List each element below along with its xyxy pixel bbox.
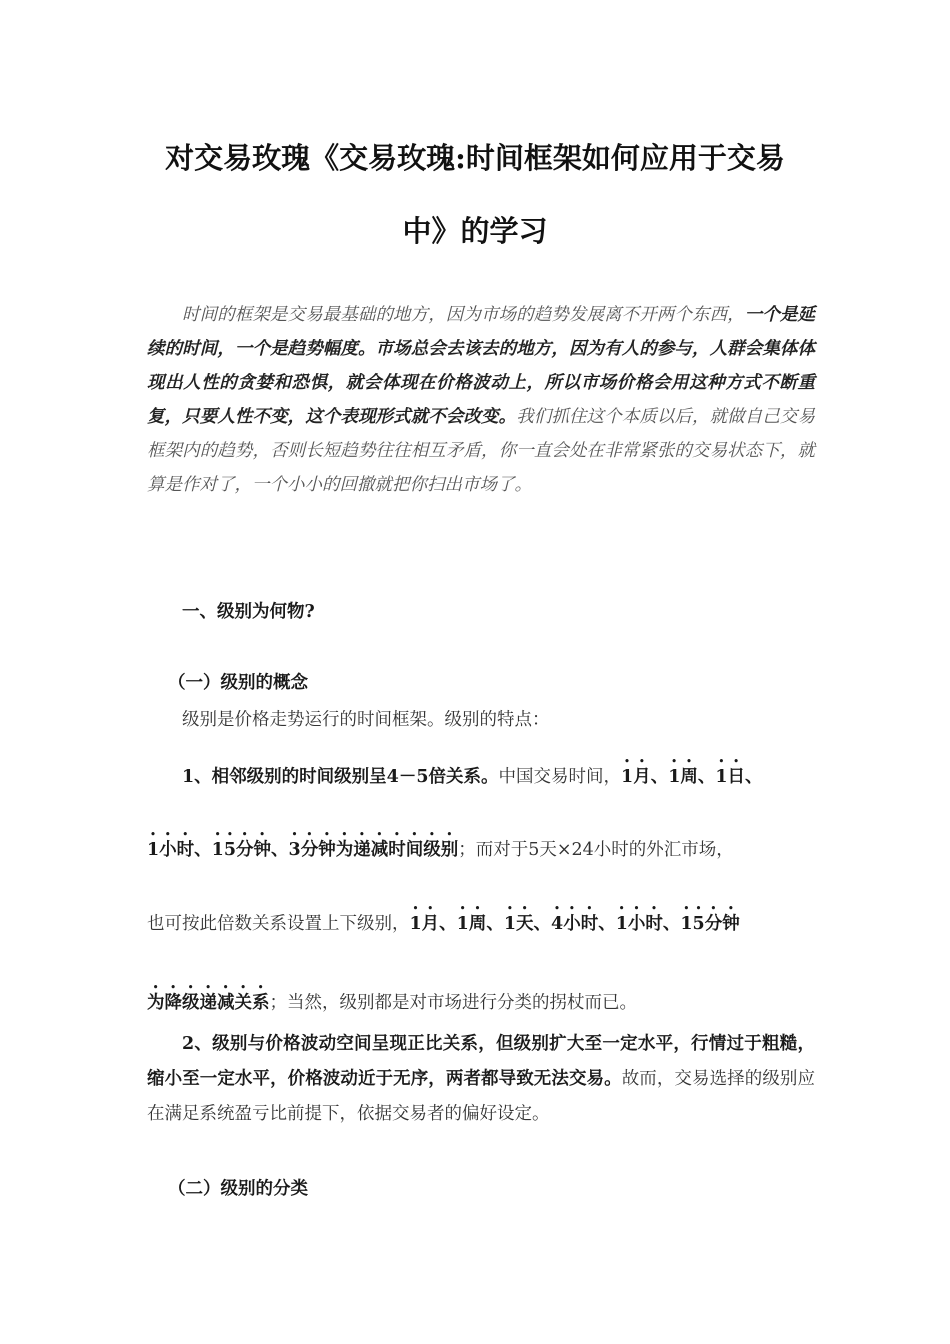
- point1-line3: [147, 904, 740, 935]
- intro-text-part1: 时间的框架是交易最基础的地方，因为市场的趋势发展离不开两个东西，: [182, 305, 745, 325]
- point2-bold: 2、级别与价格波动空间呈现正比关系，但级别扩大至一定水平，行情过于粗糙，缩小至一定水平，价格波动近于无序，两者都导致无法交易。: [147, 1034, 815, 1089]
- intro-text-part3: 我们抓住这个本质以后，就做自己交易框架内的趋势，否则长短趋势往往相互矛盾，你一直会处在非常紧张的交易状态下，就算是作对了，一个小小的回撤就把你扫出市场了。: [147, 407, 815, 495]
- point1-normal2: ；而对于5天×24小时的外汇市场，: [458, 840, 734, 860]
- point1-normal3: 也可按此倍数关系设置上下级别，: [147, 914, 410, 934]
- subsection-heading-classification: （二）级别的分类: [168, 1179, 308, 1199]
- definition-line: 级别是价格走势运行的时间框架。级别的特点：: [182, 710, 550, 730]
- point2-normal: 故而，交易选择的级别应在满足系统盈亏比前提下，依据交易者的偏好设定。: [147, 1069, 815, 1124]
- point1-bold: 1、相邻级别的时间级别呈4－5倍关系。: [182, 767, 499, 787]
- intro-paragraph: [147, 298, 815, 502]
- subsection-heading-concept: （一）级别的概念: [168, 673, 308, 693]
- point1-normal4: ；当然，级别都是对市场进行分类的拐杖而已。: [269, 993, 637, 1013]
- document-title-line1: 对交易玫瑰《交易玫瑰:时间框架如何应用于交易: [165, 141, 785, 175]
- point1-normal1: 中国交易时间，: [498, 767, 622, 787]
- point1-dotted4: 为降级递减关系: [147, 993, 270, 1013]
- point1-line4: [147, 983, 637, 1014]
- point2-paragraph: [147, 1027, 815, 1132]
- document-title-line2: 中》的学习: [402, 214, 548, 248]
- point1-dotted2: 1小时、15分钟、3分钟为递减时间级别: [147, 840, 459, 860]
- section-heading: 一、级别为何物?: [182, 602, 315, 622]
- intro-text-emphasis: 一个是延续的时间，一个是趋势幅度。市场总会去该去的地方，因为有人的参与，人群会集体体现出人性的贪婪和恐惧，就会体现在价格波动上，所以市场价格会用这种方式不断重复，只要人性不变，这个表现形式就不会改变。: [147, 305, 816, 427]
- point1-line1: [182, 757, 763, 788]
- point1-dotted3: 1月、1周、1天、4小时、1小时、15分钟: [409, 914, 740, 934]
- point1-dotted1: 1月、1周、1日、: [621, 767, 763, 787]
- point1-line2: [147, 830, 734, 861]
